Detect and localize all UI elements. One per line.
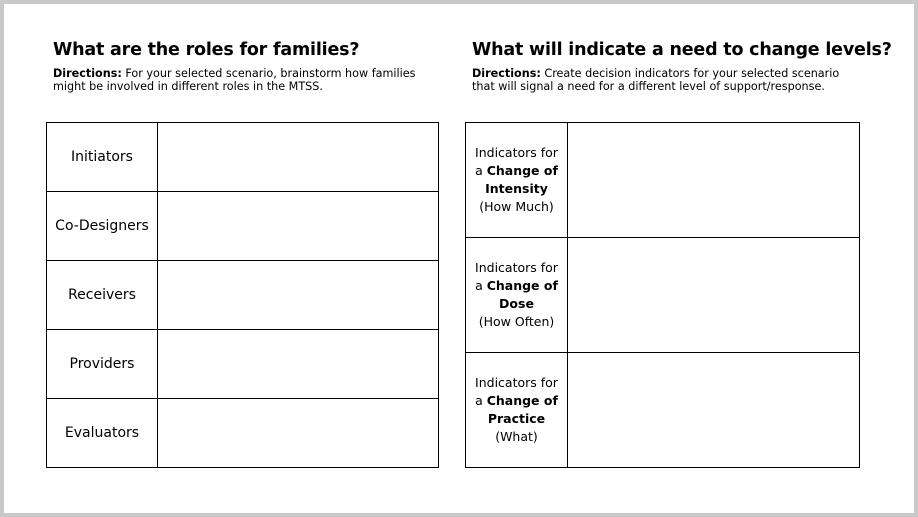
table-row (466, 238, 860, 353)
roles-table (46, 122, 439, 468)
directions-text-line1: For your selected scenario, brainstorm how families (121, 67, 416, 80)
role-label-co-designers: Co-Designers (47, 192, 158, 261)
table-row (47, 192, 439, 261)
indicator-label-intensity: Indicators for a Change of Intensity (How Much) (466, 123, 568, 238)
role-label-evaluators: Evaluators (47, 399, 158, 468)
table-row (47, 399, 439, 468)
change-levels-heading: What will indicate a need to change levels? (472, 40, 892, 60)
indicator-response-cell[interactable] (568, 353, 860, 468)
table-row (466, 353, 860, 468)
directions-text-line2: might be involved in different roles in the MTSS. (53, 79, 323, 93)
families-roles-heading: What are the roles for families? (53, 40, 360, 60)
role-response-cell[interactable] (158, 330, 439, 399)
role-response-cell[interactable] (158, 123, 439, 192)
indicator-response-cell[interactable] (568, 123, 860, 238)
directions-label: Directions: (53, 67, 122, 80)
indicator-label-dose: Indicators for a Change of Dose (How Often) (466, 238, 568, 353)
table-row (47, 330, 439, 399)
indicator-label-practice: Indicators for a Change of Practice (What) (466, 353, 568, 468)
role-response-cell[interactable] (158, 399, 439, 468)
table-row (47, 261, 439, 330)
table-row (47, 123, 439, 192)
role-label-providers: Providers (47, 330, 158, 399)
directions-text-line1: Create decision indicators for your selected scenario (540, 67, 840, 80)
role-label-receivers: Receivers (47, 261, 158, 330)
change-levels-section (472, 40, 892, 93)
families-roles-section (53, 40, 443, 93)
indicators-table (465, 122, 860, 468)
indicator-response-cell[interactable] (568, 238, 860, 353)
table-row (466, 123, 860, 238)
change-levels-directions (472, 68, 867, 93)
directions-text-line2: that will signal a need for a different level of support/response. (472, 79, 825, 93)
role-label-initiators: Initiators (47, 123, 158, 192)
families-roles-directions (53, 68, 443, 93)
directions-label: Directions: (472, 67, 541, 80)
role-response-cell[interactable] (158, 261, 439, 330)
role-response-cell[interactable] (158, 192, 439, 261)
